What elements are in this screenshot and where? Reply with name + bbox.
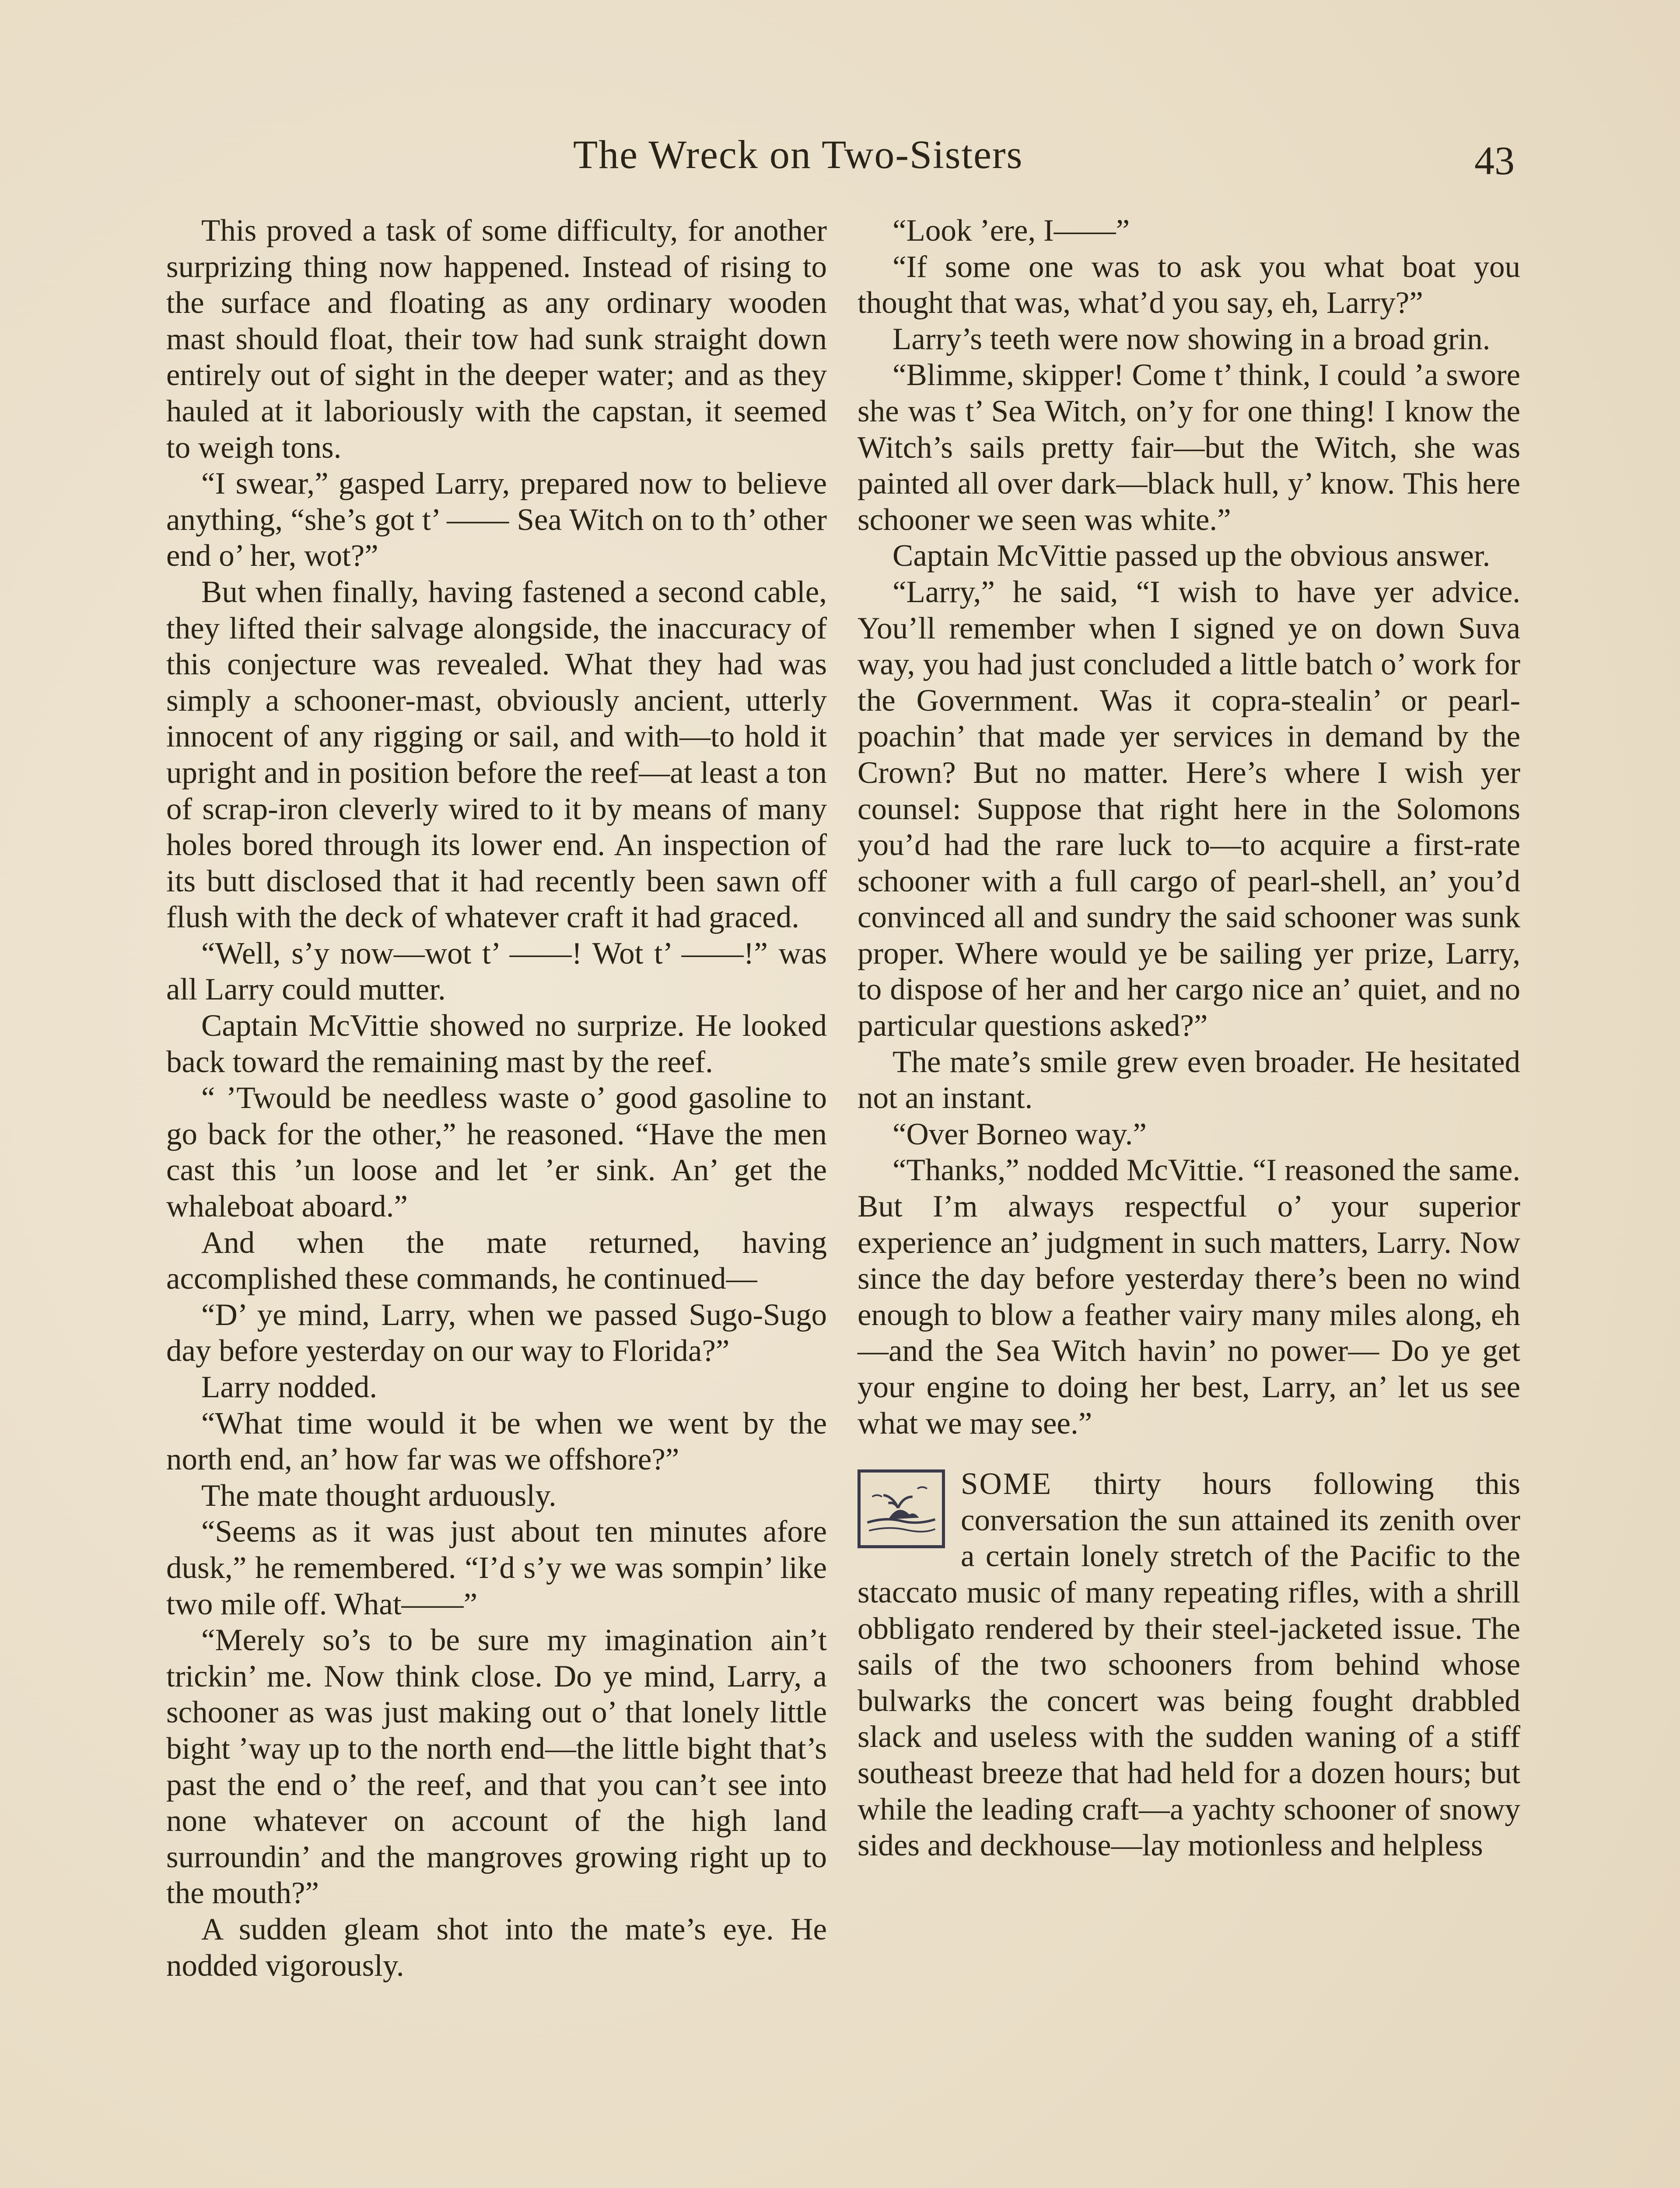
island-vignette-icon — [858, 1469, 945, 1548]
paragraph: “Look ’ere, I——” — [892, 214, 1130, 248]
paragraph: Captain McVittie showed no surprize. He looked back toward the remaining mast by the reef. — [166, 1009, 827, 1079]
running-title: The Wreck on Two-Sisters — [573, 132, 1023, 177]
paragraph: “Larry,” he said, “I wish to have yer advice. You’ll remember when I signed ye on down Suva way, you had just concluded a little batch o’ work for the Government. Was it copra-stealin’ or pearl-poachin’ that made yer services in demand by the Crown? But no matter. Here’s where I wish yer counsel: Suppose that right here in the Solomons you’d had the rare luck to—to acquire a first-rate schooner with a full cargo of pearl-shell, an’ you’d convinced all and sundry the said schooner was sunk proper. Where would ye be sailing yer prize, Larry, to dispose of her and her cargo nice an’ quiet, and no particular questions asked?” — [858, 575, 1520, 1043]
paragraph: “Merely so’s to be sure my imagination ain’t trickin’ me. Now think close. Do ye mind, Larry, a schooner as was just making out o’ that lonely little bight ’way up to the north end—the little bight that’s past the end o’ the reef, and that you can’t see into none whatever on account of the high land surroundin’ and the mangroves growing right up to the mouth?” — [166, 1623, 827, 1911]
paragraph: “Thanks,” nodded McVittie. “I reasoned the same. But I’m always respectful o’ your superior experience an’ judgment in such matters, Larry. Now since the day before yesterday there’s been no wind enough to blow a feather vairy many miles along, eh—and the Sea Witch havin’ no power— Do ye get your engine to doing her best, Larry, an’ let us see what we may see.” — [858, 1153, 1520, 1441]
paragraph: And when the mate returned, having accomplished these commands, he continued— — [166, 1225, 827, 1296]
section-opening-paragraph — [858, 1466, 1520, 1864]
paragraph: “Over Borneo way.” — [892, 1117, 1147, 1151]
paragraph: “What time would it be when we went by the north end, an’ how far was we offshore?” — [166, 1406, 827, 1477]
paragraph: This proved a task of some difficulty, for another surprizing thing now happened. Instead of rising to the surface and floating as any ordinary wooden mast should float, their tow had sunk straight down entirely out of sight in the deeper water; and as they hauled at it laboriously with the capstan, it seemed to weigh tons. — [166, 214, 827, 465]
paragraph: Larry nodded. — [201, 1370, 378, 1404]
page-header — [0, 131, 1680, 184]
paragraph: The mate’s smile grew even broader. He hesitated not an instant. — [858, 1045, 1520, 1115]
text-column-left — [166, 213, 827, 1984]
paragraph: “Blimme, skipper! Come t’ think, I could ’a swore she was t’ Sea Witch, on’y for one thing! I know the Witch’s sails pretty fair—but the Witch, she was painted all over dark—black hull, y’ know. This here schooner we seen was white.” — [858, 358, 1520, 537]
paragraph: “I swear,” gasped Larry, prepared now to believe anything, “she’s got t’ —— Sea Witch on to th’ other end o’ her, wot?” — [166, 466, 827, 573]
section-opening-text: thirty hours following this conversation the sun attained its zenith over a certain lonely stretch of the Pacific to the staccato music of many repeating rifles, with a shrill obbligato rendered by their steel-jacketed issue. The sails of the two schooners from behind whose bulwarks the concert was being fought drabbled slack and useless with the sudden waning of a stiff southeast breeze that had held for a dozen hours; but while the leading craft—a yachty schooner of snowy sides and deckhouse—lay motionless and helpless — [858, 1467, 1520, 1863]
paragraph: Captain McVittie passed up the obvious answer. — [892, 539, 1491, 573]
paragraph: “ ’Twould be needless waste o’ good gasoline to go back for the other,” he reasoned. “Have the men cast this ’un loose and let ’er sink. An’ get the whaleboat aboard.” — [166, 1081, 827, 1224]
paragraph: A sudden gleam shot into the mate’s eye. He nodded vigorously. — [166, 1912, 827, 1983]
page-number: 43 — [1474, 138, 1515, 183]
paragraph: The mate thought arduously. — [201, 1478, 556, 1513]
paragraph: But when finally, having fastened a second cable, they lifted their salvage alongside, the inaccuracy of this conjecture was revealed. What they had was simply a schooner-mast, obviously ancient, utterly innocent of any rigging or sail, and with—to hold it upright and in position before the reef—at least a ton of scrap-iron cleverly wired to it by means of many holes bored through its lower end. An inspection of its butt disclosed that it had recently been sawn off flush with the deck of whatever craft it had graced. — [166, 575, 827, 935]
paragraph: “If some one was to ask you what boat you thought that was, what’d you say, eh, Larry?” — [858, 249, 1520, 320]
text-column-right — [858, 213, 1520, 1864]
paragraph: “Seems as it was just about ten minutes afore dusk,” he remembered. “I’d s’y we was sompin’ like two mile off. What——” — [166, 1515, 827, 1621]
section-lead-word: SOME — [961, 1467, 1053, 1501]
paragraph: Larry’s teeth were now showing in a broad grin. — [892, 322, 1491, 356]
paragraph: “Well, s’y now—wot t’ ——! Wot t’ ——!” was all Larry could mutter. — [166, 936, 827, 1007]
paragraph: “D’ ye mind, Larry, when we passed Sugo-Sugo day before yesterday on our way to Florida?” — [166, 1297, 827, 1368]
